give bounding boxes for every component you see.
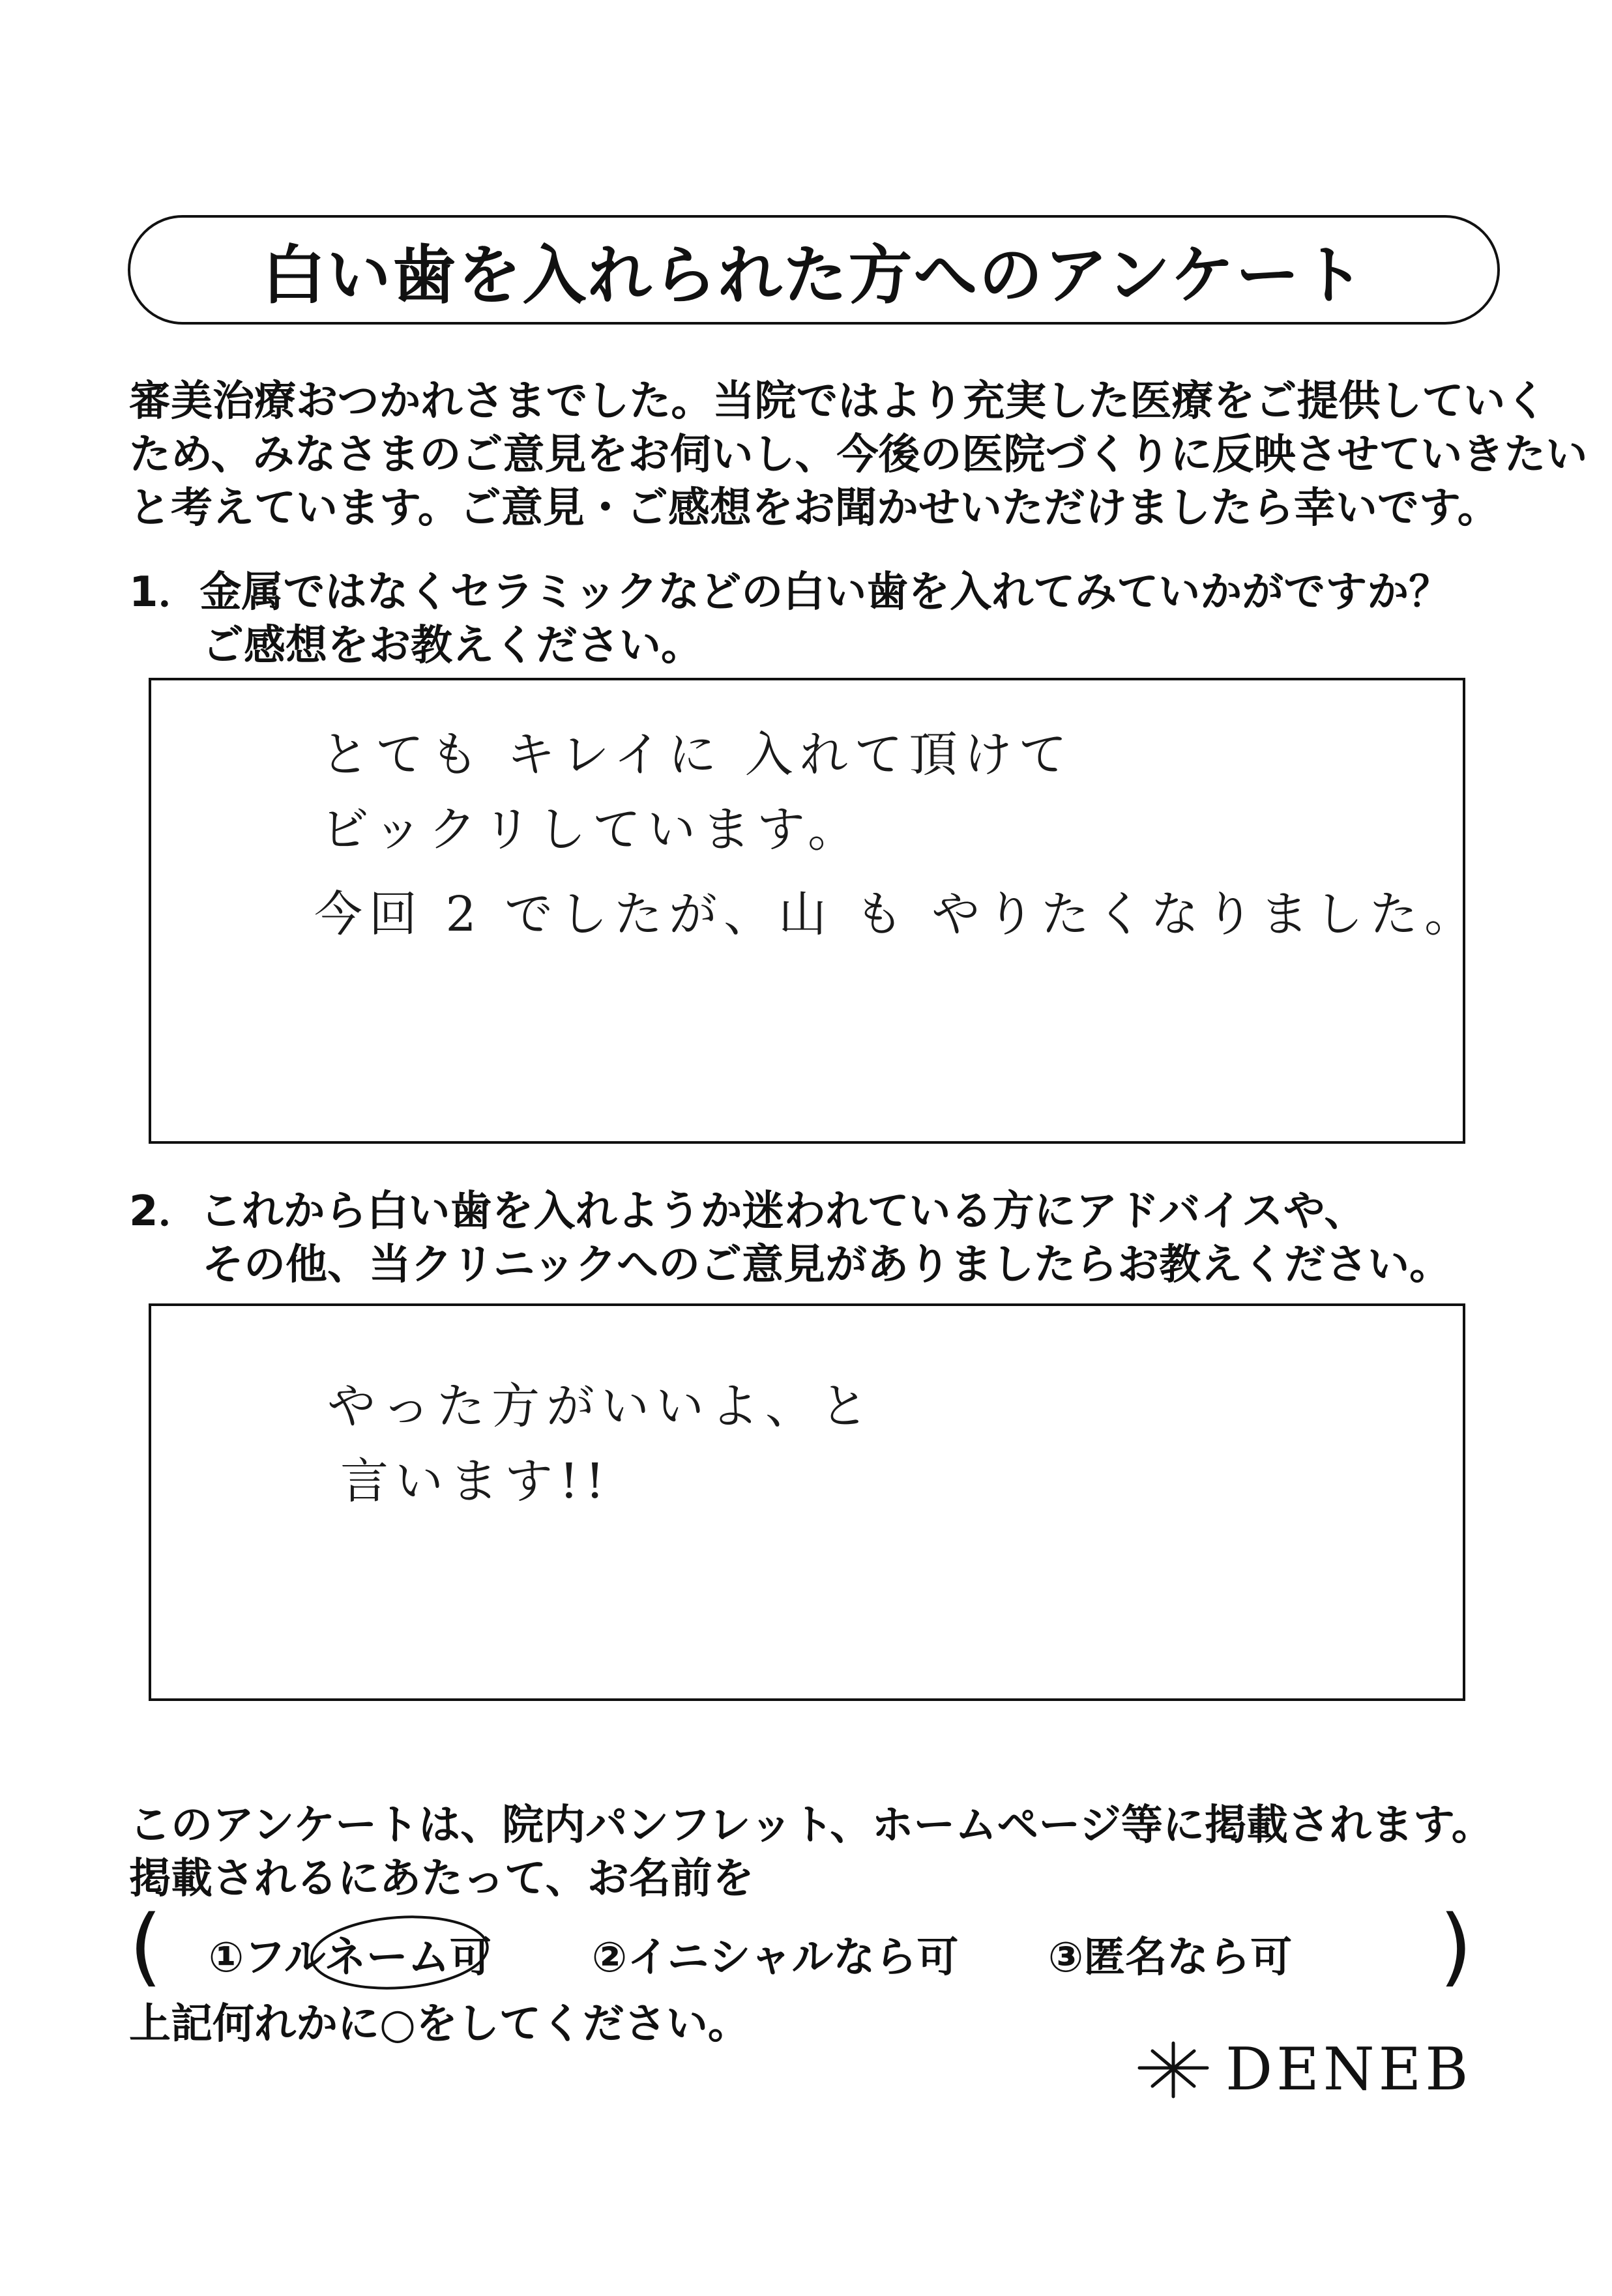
title-box — [128, 215, 1500, 325]
option-anonymous[interactable]: ③匿名なら可 — [1048, 1934, 1293, 1982]
footer-line-2: 掲載されるにあたって、お名前を — [129, 1855, 754, 1903]
answer-2-line-2: 言います!! — [340, 1453, 611, 1509]
question-1 — [129, 566, 1450, 673]
page-title: 白い歯を入れられた方へのアンケート — [261, 238, 1366, 313]
answer-1-box[interactable] — [149, 678, 1480, 1144]
question-2-line-2: その他、当クリニックへのご意見がありましたらお教えください。 — [202, 1241, 1452, 1289]
selection-circle — [305, 1910, 494, 1994]
intro-line: と考えています。ご意見・ご感想をお聞かせいただけましたら幸いです。 — [129, 484, 1499, 532]
footer-instruction: 上記何れかに○をしてください。 — [129, 2000, 750, 2048]
intro-paragraph — [129, 375, 1588, 535]
answer-1-line-1: とても キレイに 入れて頂けて — [321, 727, 1074, 783]
option-initials[interactable]: ②イニシャルなら可 — [592, 1934, 959, 1982]
logo — [1134, 2033, 1472, 2105]
footer-line-1: このアンケートは、院内パンフレット、ホームページ等に掲載されます。 — [129, 1801, 1493, 1850]
intro-line: ため、みなさまのご意見をお伺いし、今後の医院づくりに反映させていきたい — [129, 431, 1588, 479]
footer-notice — [129, 1799, 1493, 1906]
option-full-name[interactable]: ①フルネーム可 — [209, 1934, 491, 1982]
intro-line: 審美治療おつかれさまでした。当院ではより充実した医療をご提供していく — [129, 377, 1547, 426]
question-1-line-2: ご感想をお教えください。 — [202, 622, 703, 670]
name-options — [129, 1896, 1485, 1996]
answer-1-line-2: ビックリしています。 — [321, 802, 863, 858]
answer-2-box[interactable] — [149, 1303, 1465, 1701]
star-icon — [1134, 2037, 1212, 2102]
right-bracket: ) — [1439, 1896, 1473, 1996]
question-2-line-1: 2．これから白い歯を入れようか迷われている方にアドバイスや、 — [129, 1187, 1366, 1236]
left-bracket: ( — [129, 1896, 162, 1996]
answer-1-line-3: 今回 2 でしたが、山 も やりたくなりました。 — [314, 886, 1480, 942]
logo-text: DENEB — [1225, 2035, 1473, 2104]
answer-2-line-1: やった方がいいよ、と — [327, 1378, 875, 1434]
question-1-line-1: 1．金属ではなくセラミックなどの白い歯を入れてみていかがですか？ — [129, 568, 1451, 617]
question-2 — [129, 1185, 1451, 1292]
